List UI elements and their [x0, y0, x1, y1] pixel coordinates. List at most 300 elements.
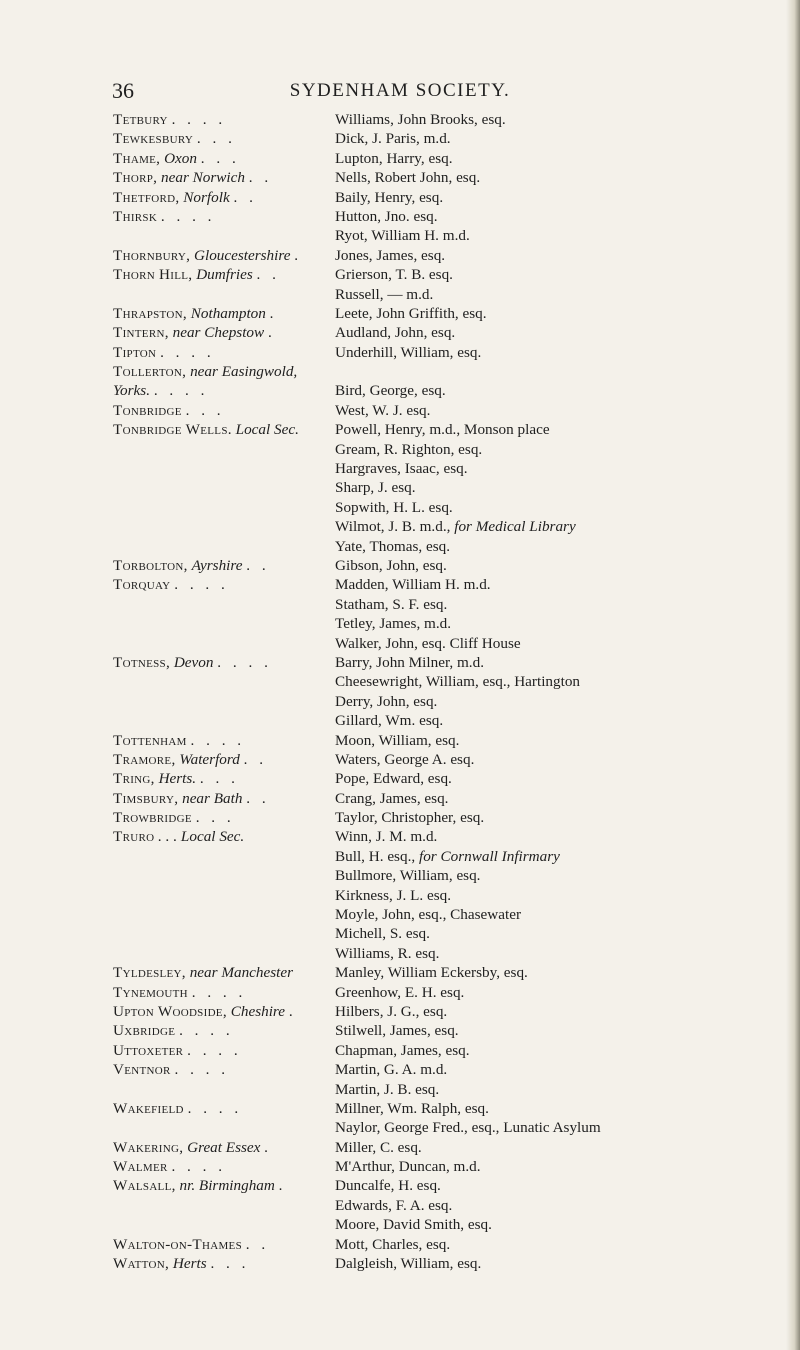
place-name: [113, 304, 335, 323]
place-name: [113, 1060, 335, 1079]
list-item: [113, 168, 753, 187]
list-item: [113, 246, 753, 265]
town-qualifier: Dumfries: [196, 266, 253, 284]
member-entry: [335, 1254, 755, 1273]
member-name: Yate, Thomas, esq.: [335, 537, 451, 555]
member-entry: [335, 498, 755, 517]
list-item: [113, 944, 753, 963]
member-entry: [335, 265, 755, 284]
place-name: [113, 459, 335, 478]
list-item: [113, 226, 753, 245]
member-name: Gillard, Wm. esq.: [335, 712, 444, 730]
list-item: [113, 1254, 753, 1273]
leader-dots: . . .: [200, 149, 240, 167]
place-name: [113, 769, 335, 788]
member-entry: [335, 808, 755, 827]
list-item: [113, 517, 753, 536]
leader-dots: . . . .: [160, 207, 216, 225]
list-item: [113, 188, 753, 207]
list-item: [113, 808, 753, 827]
list-item: [113, 285, 753, 304]
member-name: Underhill, William, esq.: [335, 343, 482, 361]
member-entry: [335, 401, 755, 420]
leader-dots: . . . .: [171, 1158, 227, 1176]
member-entry: [335, 323, 755, 342]
town-qualifier: near Chepstow: [172, 324, 265, 342]
member-name: Stilwell, James, esq.: [335, 1022, 459, 1040]
place-name: [113, 1215, 335, 1234]
list-item: [113, 866, 753, 885]
town-qualifier: Nothampton: [190, 304, 266, 322]
place-name: [113, 381, 335, 400]
place-name: [113, 886, 335, 905]
member-entry: [335, 672, 755, 691]
list-item: [113, 1215, 753, 1234]
list-item: [113, 1235, 753, 1254]
town-qualifier: Ayrshire: [191, 556, 243, 574]
town-label: Thorn Hill,: [113, 266, 193, 284]
place-name: [113, 789, 335, 808]
member-name: Cheesewright, William, esq., Hartington: [335, 673, 581, 691]
member-entry: [335, 692, 755, 711]
leader-dots: . .: [243, 750, 268, 768]
place-name: [113, 1157, 335, 1176]
town-label: Tyldesley,: [113, 964, 186, 982]
member-name: Derry, John, esq.: [335, 692, 438, 710]
leader-dots: . . . .: [187, 1099, 243, 1117]
member-name: Grierson, T. B. esq.: [335, 266, 453, 284]
member-entry: [335, 866, 755, 885]
member-entry: [335, 226, 755, 245]
member-name: Michell, S. esq.: [335, 925, 430, 943]
list-item: [113, 381, 753, 400]
member-name: Statham, S. F. esq.: [335, 595, 448, 613]
town-label: Trowbridge: [113, 809, 192, 827]
leader-dots: . . . .: [171, 111, 227, 128]
town-label: Truro: [113, 828, 155, 846]
list-item: [113, 886, 753, 905]
member-name: Edwards, F. A. esq.: [335, 1196, 453, 1214]
member-name: Martin, J. B. esq.: [335, 1080, 440, 1098]
place-name: [113, 226, 335, 245]
list-item: [113, 129, 753, 148]
member-name: Leete, John Griffith, esq.: [335, 304, 487, 322]
member-name: Walker, John, esq. Cliff House: [335, 634, 521, 652]
member-entry: [335, 711, 755, 730]
list-item: [113, 653, 753, 672]
list-item: [113, 575, 753, 594]
place-name: [113, 478, 335, 497]
place-name: [113, 1196, 335, 1215]
member-entry: [335, 343, 755, 362]
member-entry: [335, 886, 755, 905]
place-name: [113, 343, 335, 362]
member-name: Kirkness, J. L. esq.: [335, 886, 452, 904]
member-note: for Cornwall Infirmary: [418, 847, 560, 865]
leader-dots: . . .: [199, 770, 239, 788]
town-label: Torbolton,: [113, 556, 188, 574]
member-entry: [335, 1041, 755, 1060]
member-entry: [335, 1157, 755, 1176]
place-name: [113, 692, 335, 711]
place-name: [113, 188, 335, 207]
town-qualifier: near Manchester: [189, 964, 294, 982]
town-label: Wakering,: [113, 1138, 184, 1156]
member-entry: [335, 924, 755, 943]
leader-dots: . .: [233, 188, 257, 206]
place-name: [113, 711, 335, 730]
list-item: [113, 1118, 753, 1137]
place-name: [113, 808, 335, 827]
leader-dots: . . .: [196, 130, 236, 148]
member-entry: [335, 1138, 755, 1157]
list-item: [113, 401, 753, 420]
member-name: Chapman, James, esq.: [335, 1041, 470, 1059]
place-name: [113, 420, 335, 439]
leader-dots: . . . .: [174, 576, 229, 594]
town-qualifier: near Bath: [182, 789, 243, 807]
running-title: SYDENHAM SOCIETY.: [289, 80, 511, 101]
member-name: Sharp, J. esq.: [335, 479, 416, 497]
member-name: Powell, Henry, m.d., Monson place: [335, 421, 550, 439]
place-name: [113, 905, 335, 924]
member-name: Audland, John, esq.: [335, 324, 456, 342]
member-entry: [335, 440, 755, 459]
place-name: [113, 983, 335, 1002]
town-label: Watton,: [113, 1255, 170, 1273]
member-name: Bird, George, esq.: [335, 382, 446, 400]
town-label: Ventnor: [113, 1061, 171, 1079]
member-name: Hilbers, J. G., esq.: [335, 1002, 448, 1020]
list-item: [113, 265, 753, 284]
member-entry: [335, 1021, 755, 1040]
leader-dots: . .: [256, 266, 280, 284]
member-entry: [335, 1118, 755, 1137]
list-item: [113, 1138, 753, 1157]
list-item: [113, 207, 753, 226]
place-name: [113, 672, 335, 691]
member-name: Ryot, William H. m.d.: [335, 227, 470, 245]
member-entry: [335, 575, 755, 594]
list-item: [113, 537, 753, 556]
town-label: Tintern,: [113, 324, 169, 342]
list-item: [113, 110, 753, 129]
leader-dots: .: [294, 246, 303, 264]
leader-dots: . . . .: [187, 1041, 242, 1059]
list-item: [113, 343, 753, 362]
member-name: West, W. J. esq.: [335, 401, 431, 419]
list-item: [113, 1060, 753, 1079]
town-label: Tring,: [113, 770, 155, 788]
town-qualifier: . . . Local Sec.: [158, 828, 245, 846]
member-entry: [335, 149, 755, 168]
member-name: Dalgleish, William, esq.: [335, 1255, 482, 1273]
member-name: Williams, R. esq.: [335, 944, 440, 962]
member-entry: [335, 614, 755, 633]
member-entry: [335, 905, 755, 924]
town-qualifier: near Norwich: [161, 169, 245, 187]
list-item: [113, 459, 753, 478]
leader-dots: .: [267, 324, 276, 342]
town-label: Tollerton,: [113, 363, 187, 381]
place-name: [113, 285, 335, 304]
place-name: [113, 323, 335, 342]
member-name: Waters, George A. esq.: [335, 750, 475, 768]
leader-dots: . . . .: [174, 1061, 230, 1079]
town-label: Thame,: [113, 149, 161, 167]
town-label: Tewkesbury: [113, 130, 194, 148]
place-name: [113, 614, 335, 633]
member-entry: [335, 1176, 755, 1195]
member-entry: [335, 634, 755, 653]
town-label: Tramore,: [113, 750, 176, 768]
list-item: [113, 595, 753, 614]
place-name: [113, 924, 335, 943]
town-label: Walton-on-Thames: [113, 1235, 242, 1253]
town-qualifier: nr. Birmingham: [179, 1177, 275, 1195]
member-name: Sopwith, H. L. esq.: [335, 498, 453, 516]
place-name: [113, 168, 335, 187]
member-name: Greenhow, E. H. esq.: [335, 983, 465, 1001]
member-entry: [335, 1215, 755, 1234]
town-label: Thirsk: [113, 207, 158, 225]
town-label: Walmer: [113, 1158, 168, 1176]
place-name: [113, 1176, 335, 1195]
place-name: [113, 401, 335, 420]
member-listing: [113, 110, 753, 1273]
place-name: [113, 110, 335, 129]
list-item: [113, 1080, 753, 1099]
member-entry: [335, 789, 755, 808]
leader-dots: . . .: [210, 1255, 250, 1273]
list-item: [113, 304, 753, 323]
place-name: [113, 1021, 335, 1040]
list-item: [113, 711, 753, 730]
list-item: [113, 440, 753, 459]
town-label: Tottenham: [113, 731, 187, 749]
town-label: Torquay: [113, 576, 171, 594]
list-item: [113, 963, 753, 982]
list-item: [113, 769, 753, 788]
leader-dots: . . . .: [190, 731, 246, 749]
list-item: [113, 983, 753, 1002]
member-name: Duncalfe, H. esq.: [335, 1177, 441, 1195]
member-entry: [335, 1099, 755, 1118]
member-entry: [335, 304, 755, 323]
list-item: [113, 1196, 753, 1215]
town-label: Tipton: [113, 343, 157, 361]
place-name: [113, 517, 335, 536]
member-entry: [335, 420, 755, 439]
member-name: Taylor, Christopher, esq.: [335, 809, 485, 827]
member-entry: [335, 110, 755, 129]
member-entry: [335, 246, 755, 265]
place-name: [113, 498, 335, 517]
member-name: Moyle, John, esq., Chasewater: [335, 906, 522, 924]
member-name: Jones, James, esq.: [335, 246, 446, 264]
town-qualifier: Herts.: [158, 770, 197, 788]
list-item: [113, 1176, 753, 1195]
member-entry: [335, 129, 755, 148]
list-item: [113, 149, 753, 168]
list-item: [113, 1157, 753, 1176]
list-item: [113, 731, 753, 750]
place-name: [113, 1099, 335, 1118]
member-entry: [335, 1196, 755, 1215]
member-entry: [335, 944, 755, 963]
list-item: [113, 692, 753, 711]
town-label: Thornbury,: [113, 246, 191, 264]
list-item: [113, 672, 753, 691]
list-item: [113, 924, 753, 943]
leader-dots: . .: [248, 169, 273, 187]
member-name: Tetley, James, m.d.: [335, 615, 452, 633]
member-entry: [335, 459, 755, 478]
town-label: Thrapston,: [113, 304, 187, 322]
leader-dots: . . . .: [217, 653, 272, 671]
member-name: Russell, — m.d.: [335, 285, 434, 303]
place-name: [113, 149, 335, 168]
town-label: Thorp,: [113, 169, 158, 187]
member-entry: [335, 188, 755, 207]
member-name: Nells, Robert John, esq.: [335, 169, 481, 187]
place-name: [113, 556, 335, 575]
member-entry: [335, 595, 755, 614]
place-name: [113, 1254, 335, 1273]
town-qualifier: Oxon: [164, 149, 197, 167]
list-item: [113, 1021, 753, 1040]
place-name: [113, 653, 335, 672]
member-name: Pope, Edward, esq.: [335, 770, 452, 788]
member-entry: [335, 769, 755, 788]
place-name: [113, 1041, 335, 1060]
leader-dots: . . .: [195, 809, 235, 827]
town-qualifier: near Easingwold,: [190, 363, 298, 381]
member-name: Williams, John Brooks, esq.: [335, 111, 506, 128]
list-item: [113, 498, 753, 517]
town-qualifier: Norfolk: [183, 188, 230, 206]
town-label: Uttoxeter: [113, 1041, 184, 1059]
town-label: Uxbridge: [113, 1022, 176, 1040]
member-entry: [335, 537, 755, 556]
list-item: [113, 614, 753, 633]
place-name: [113, 265, 335, 284]
member-name: Bull, H. esq.,: [335, 847, 416, 865]
member-entry: [335, 750, 755, 769]
town-qualifier: Great Essex: [187, 1138, 261, 1156]
member-entry: [335, 478, 755, 497]
town-label: Wakefield: [113, 1099, 184, 1117]
town-qualifier: Devon: [173, 653, 214, 671]
leader-dots: .: [288, 1002, 297, 1020]
member-entry: [335, 207, 755, 226]
place-name: [113, 207, 335, 226]
place-name: [113, 1235, 335, 1254]
place-name: [113, 731, 335, 750]
member-entry: [335, 983, 755, 1002]
place-name: [113, 847, 335, 866]
place-name: [113, 537, 335, 556]
leader-dots: . . .: [185, 401, 225, 419]
member-name: Baily, Henry, esq.: [335, 188, 444, 206]
town-label: Thetford,: [113, 188, 180, 206]
leader-dots: . .: [246, 556, 270, 574]
member-name: Mott, Charles, esq.: [335, 1235, 451, 1253]
member-name: Moore, David Smith, esq.: [335, 1216, 492, 1234]
place-name: [113, 595, 335, 614]
place-name: [113, 129, 335, 148]
place-name: [113, 440, 335, 459]
member-entry: [335, 1235, 755, 1254]
member-name: Naylor, George Fred., esq., Lunatic Asylum: [335, 1119, 601, 1137]
town-label: Tonbridge: [113, 401, 182, 419]
member-name: Gream, R. Righton, esq.: [335, 440, 483, 458]
place-name: [113, 963, 335, 982]
member-entry: [335, 1002, 755, 1021]
member-note: for Medical Library: [454, 518, 576, 536]
list-item: [113, 789, 753, 808]
member-entry: [335, 381, 755, 400]
leader-dots: . . . .: [153, 382, 209, 400]
list-item: [113, 634, 753, 653]
place-name: [113, 362, 335, 381]
member-name: Martin, G. A. m.d.: [335, 1061, 448, 1079]
town-qualifier: Cheshire: [230, 1002, 286, 1020]
member-name: Lupton, Harry, esq.: [335, 149, 453, 167]
place-name: [113, 575, 335, 594]
town-label: Tetbury: [113, 111, 168, 128]
member-name: Miller, C. esq.: [335, 1138, 422, 1156]
place-name: [113, 1138, 335, 1157]
leader-dots: . . . .: [179, 1022, 234, 1040]
leader-dots: . .: [245, 1235, 270, 1253]
list-item: [113, 847, 753, 866]
town-qualifier: Yorks.: [113, 382, 151, 400]
leader-dots: . . . .: [191, 983, 247, 1001]
leader-dots: .: [269, 304, 278, 322]
member-name: Wilmot, J. B. m.d.,: [335, 518, 451, 536]
member-entry: [335, 653, 755, 672]
list-item: [113, 362, 753, 381]
place-name: [113, 866, 335, 885]
page-edge-shadow: [786, 0, 800, 1350]
leader-dots: .: [278, 1177, 287, 1195]
member-entry: [335, 847, 755, 866]
town-label: Walsall,: [113, 1177, 176, 1195]
list-item: [113, 556, 753, 575]
member-entry: [335, 517, 755, 536]
town-label: Timsbury,: [113, 789, 179, 807]
member-name: Bullmore, William, esq.: [335, 867, 481, 885]
member-name: Moon, William, esq.: [335, 731, 460, 749]
member-entry: [335, 1060, 755, 1079]
leader-dots: . . . .: [160, 343, 215, 361]
member-name: M'Arthur, Duncan, m.d.: [335, 1158, 481, 1176]
place-name: [113, 827, 335, 846]
place-name: [113, 750, 335, 769]
member-entry: [335, 963, 755, 982]
place-name: [113, 944, 335, 963]
town-label: Tynemouth: [113, 983, 188, 1001]
member-entry: [335, 285, 755, 304]
member-name: Winn, J. M. m.d.: [335, 828, 438, 846]
member-name: Manley, William Eckersby, esq.: [335, 964, 528, 982]
list-item: [113, 827, 753, 846]
member-name: Millner, Wm. Ralph, esq.: [335, 1099, 489, 1117]
town-label: Tonbridge Wells.: [113, 421, 232, 439]
member-entry: [335, 362, 755, 381]
place-name: [113, 634, 335, 653]
